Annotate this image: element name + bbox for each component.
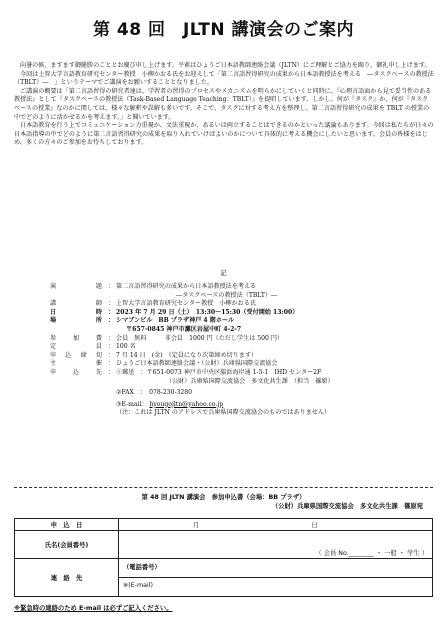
intro-paragraph: 日本語教育を行う上でコミュニケーション力重視か、文法重視か、あるいは両立することはできるのかといった議論もあります。今回は私たちが日々の日本語指導の中でどのように第二言語習得研究の成果を取り入れていけばよいのかについて具体的に考える機会にしたいと思います。会員の皆様をはじめ、多くの方々のご参加をお待ちしております。 — [14, 122, 434, 147]
apply-label: 申 込 先 — [50, 368, 102, 376]
apply-mail-dept: （公財）兵庫県国際交流協会 多文化共生課 （担当 篠原） — [166, 377, 334, 385]
application-form — [14, 518, 433, 597]
host-label: 主 催 — [50, 360, 102, 368]
venue-row: 場 所 ： シマブンビル BB プラザ神戸 4 階ホール — [50, 317, 430, 326]
ki-heading: 記 — [220, 269, 227, 277]
page-title: 第 48 回 JLTN 講演会のご案内 — [92, 20, 355, 40]
footer-note: ※緊急時の連絡のため E-mail は必ずご記入ください。 — [14, 605, 173, 612]
apply-email-prefix: ③E-mail： — [116, 400, 148, 408]
fee-label: 参 加 費 — [50, 334, 102, 342]
host-row: 主 催 ： ひょうご日本語教師連絡会議・（公財）兵庫県国際交流協会 — [50, 360, 430, 369]
cut-line — [14, 487, 433, 488]
name-field[interactable] — [119, 531, 433, 559]
venue-value: シマブンビル BB プラザ神戸 4 階ホール — [116, 317, 235, 325]
venue-label: 場 所 — [50, 317, 102, 325]
event-details — [50, 283, 430, 418]
month-label: 月 — [193, 522, 200, 529]
form-title: 第 48 回 JLTN 講演会 参加申込書（会場：BB プラザ） — [141, 494, 306, 501]
deadline-value: 7 月 14 日 (金) （定員になり次第締め切ります） — [116, 351, 258, 359]
apply-note: （注：これは JLTN のアドレスで兵庫県国際交流協会のものではありません） — [116, 409, 331, 417]
theme-value: 第二言語習得研究の成果から日本語教授法を考える — [116, 283, 257, 290]
deadline-row: 申込締切 ： 7 月 14 日 (金) （定員になり次第締め切ります） — [50, 352, 430, 361]
email-label: ※(E-mail) — [123, 581, 153, 589]
capacity-label: 定 員 — [50, 343, 102, 351]
host-value: ひょうご日本語教師連絡会議・（公財）兵庫県国際交流協会 — [116, 360, 278, 368]
speaker-row: 講 師 ： 上智大学言語教育研究センター教授 小柳かおる氏 — [50, 300, 430, 309]
venue-address: 〒657-0845 神戸市灘区岩屋中町 4-2-7 — [126, 325, 242, 333]
form-recipient: （公財）兵庫県国際交流協会 多文化共生課 篠原宛 — [271, 503, 423, 510]
intro-paragraph: 向暑の候、ますます御健勝のこととお慶び申し上げます。平素はひょうご日本語教師連絡会議（JLTN）にご理解とご協力を賜り、御礼申し上げます。 — [20, 62, 431, 69]
form-heading — [0, 493, 447, 511]
contact-label: 連 絡 先 — [15, 559, 119, 597]
apply-email-link[interactable]: hyougojltn@yahoo.co.jp — [149, 400, 224, 408]
phone-label: （電話番号） — [119, 560, 432, 578]
name-label: 氏名(会員番号) — [15, 531, 119, 559]
intro-paragraph: 今回は上智大学言語教育研究センター教授 小柳かおる氏をお迎えして「第二言語習得研究の成果から日本語教授法を考える ―タスクベースの教授法（TBLT）― 」というテーマでご講演をお願いすることとなりました。 — [14, 70, 434, 87]
speaker-label: 講 師 — [50, 300, 102, 308]
apply-fax: ②FAX ： 078-230-3280 — [116, 389, 193, 397]
intro-paragraph: ご講演の概要は「第二言語習得の研究者達は、学習者の習得のプロセスやメカニズムを明らかにしていくと同時に、『心理言語面から見て妥当性のある教授法』として『タスクベースの教授法（Task-Based Language Teaching：TBLT）』を提唱しています。しかし、何が『タスク』か、何が『タスクベースの授業』なのかに関しては、様々な解釈や誤解も多いです。そこで、タスクに対する考え方を整理し、第二言語習得研究の成果を TBLT の授業の中でどのように活かせるかを考えます。」と聞いています。 — [14, 87, 432, 121]
theme-label: 演 題 — [50, 283, 102, 290]
theme-subtitle: ―タスクベースの教授法（TBLT）― — [176, 291, 278, 299]
deadline-label: 申込締切 — [50, 351, 102, 359]
day-label: 日 — [311, 522, 318, 529]
apply-row: 申 込 先 ： ①郵送 ：〒651-0073 神戸市中央区脇浜海岸通 1-5-1 IHD センター2F — [50, 369, 430, 378]
fee-value: 会員 無料 非会員 1000 円（ただし学生は 500 円） — [116, 334, 284, 342]
intro-text — [14, 62, 434, 148]
apply-mail: ①郵送 ：〒651-0073 神戸市中央区脇浜海岸通 1-5-1 IHD センター2F — [116, 368, 322, 376]
capacity-value: 100 名 — [116, 343, 136, 351]
datetime-label: 日 時 — [50, 308, 102, 316]
member-options: （ 会員 No.________ ・ 一般 ・ 学生 ） — [315, 550, 428, 557]
theme-row: 演 題 ： 第二言語習得研究の成果から日本語教授法を考える — [50, 283, 430, 292]
capacity-row: 定 員 ： 100 名 — [50, 343, 430, 352]
speaker-value: 上智大学言語教育研究センター教授 小柳かおる氏 — [116, 300, 256, 308]
contact-field[interactable] — [119, 559, 433, 597]
fee-row: 参 加 費 ： 会員 無料 非会員 1000 円（ただし学生は 500 円） — [50, 335, 430, 344]
datetime-value: 2023 年 7 月 29 日（土） 13:30～15:30（受付開始 13:00） — [116, 308, 299, 316]
date-label: 申 込 日 — [15, 519, 119, 531]
date-field[interactable] — [119, 519, 433, 531]
datetime-row: 日 時 ： 2023 年 7 月 29 日（土） 13:30～15:30（受付開始 13:00） — [50, 309, 430, 318]
